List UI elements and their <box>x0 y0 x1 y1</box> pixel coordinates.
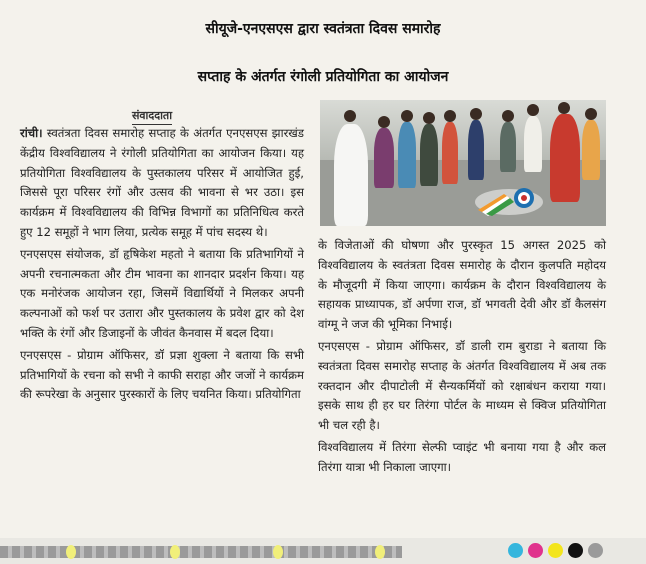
article-paragraph: के विजेताओं की घोषणा और पुरस्कृत 15 अगस्त 2025 को विश्वविद्यालय के स्वतंत्रता दिवस समारोह के दौरान कुलपति महोदय के मौजूदगी में किया जाएगा। कार्यक्रम के दौरान विश्वविद्यालय के सहायक प्राध्यापक, डॉ अर्पणा राज, डॉ भगवती देवी और डॉ कैलसंग वांग्मू ने जज की भूमिका निभाई। <box>318 238 606 332</box>
person-head <box>558 102 570 114</box>
person-head <box>423 112 435 124</box>
gray-swatch <box>588 543 603 558</box>
person-head <box>401 110 413 122</box>
person-head <box>585 108 597 120</box>
person-figure <box>442 122 458 184</box>
person-figure <box>398 122 416 188</box>
headline-line-2: सप्ताह के अंतर्गत रंगोली प्रतियोगिता का आयोजन <box>197 69 449 85</box>
person-figure <box>524 116 542 172</box>
dateline: रांची। <box>20 126 43 140</box>
paragraph-text: स्वतंत्रता दिवस समारोह सप्ताह के अंतर्गत एनएसएस झारखंड केंद्रीय विश्वविद्यालय ने रंगोली प्रतियोगिता का आयोजन किया। यह प्रतियोगिता विश्वविद्यालय के पुस्तकालय परिसर में आयोजित हुई, जिससे पूरा परिसर रंगों और उत्सव की भावना से भर उठा। इस कार्यक्रम में विश्वविद्यालय की विभिन्न विभागों का प्रतिनिधित्व करते हुए 12 समूहों ने भाग लिया, प्रत्येक समूह में पांच सदस्य थे। <box>20 126 304 239</box>
person-head <box>527 104 539 116</box>
print-registration-bar <box>0 538 646 564</box>
person-head <box>502 110 514 122</box>
rangoli-design <box>474 184 544 216</box>
person-figure <box>582 120 600 180</box>
article-paragraph: एनएसएस संयोजक, डॉ हृषिकेश महतो ने बताया कि प्रतिभागियों ने अपनी रचनात्मकता और टीम भावना का शानदार प्रदर्शन किया। यह एक मनोरंजक आयोजन रहा, जिसमें विद्यार्थियों ने मिलकर अपनी कल्पनाओं को फर्श पर उतारा और पुस्तकालय के प्रवेश द्वार को देश भक्ति के रंगों और डिजाइनों के जीवंत कैनवास में बदल दिया। <box>20 246 304 340</box>
person-figure <box>374 128 394 188</box>
black-swatch <box>568 543 583 558</box>
registration-mark <box>375 545 385 559</box>
byline: संवाददाता <box>132 108 172 125</box>
article-column-right <box>318 236 606 478</box>
person-head <box>444 110 456 122</box>
person-figure <box>334 124 368 226</box>
cyan-swatch <box>508 543 523 558</box>
article-column-left <box>20 124 304 405</box>
print-strip <box>0 546 402 558</box>
headline-line-1: सीयूजे-एनएसएस द्वारा स्वतंत्रता दिवस समारोह <box>205 21 441 37</box>
magenta-swatch <box>528 543 543 558</box>
person-figure <box>468 120 484 180</box>
registration-mark <box>273 545 283 559</box>
yellow-swatch <box>548 543 563 558</box>
person-figure <box>550 114 580 202</box>
person-head <box>470 108 482 120</box>
article-paragraph: एनएसएस - प्रोग्राम ऑफिसर, डॉ डाली राम बुराडा ने बताया कि स्वतंत्रता दिवस समारोह सप्ताह के अंतर्गत विश्वविद्यालय में अब तक रक्तदान और दीपाटोली में सैन्यकर्मियों को रक्षाबंधन कराया गया। इसके साथ ही हर घर तिरंगा पोर्टल के माध्यम से क्विज प्रतियोगिता भी चल रही है। <box>318 338 606 433</box>
article-paragraph: विश्वविद्यालय में तिरंगा सेल्फी प्वाइंट भी बनाया गया है और कल तिरंगा यात्रा भी निकाला जाएगा। <box>318 439 606 474</box>
registration-mark <box>66 545 76 559</box>
person-figure <box>500 122 516 172</box>
article-paragraph <box>20 124 304 243</box>
person-head <box>344 110 356 122</box>
event-photo <box>320 100 606 226</box>
article-paragraph: एनएसएस - प्रोग्राम ऑफिसर, डॉ प्रज्ञा शुक्ला ने बताया कि सभी प्रतिभागियों के रचना को सभी ने काफी सराहा और जजों ने कार्यक्रम की रूपरेखा के अनुसार पुरस्कारों के लिए चयनित किया। प्रतियोगिता <box>20 347 304 402</box>
registration-mark <box>170 545 180 559</box>
person-figure <box>420 124 438 186</box>
person-head <box>378 116 390 128</box>
